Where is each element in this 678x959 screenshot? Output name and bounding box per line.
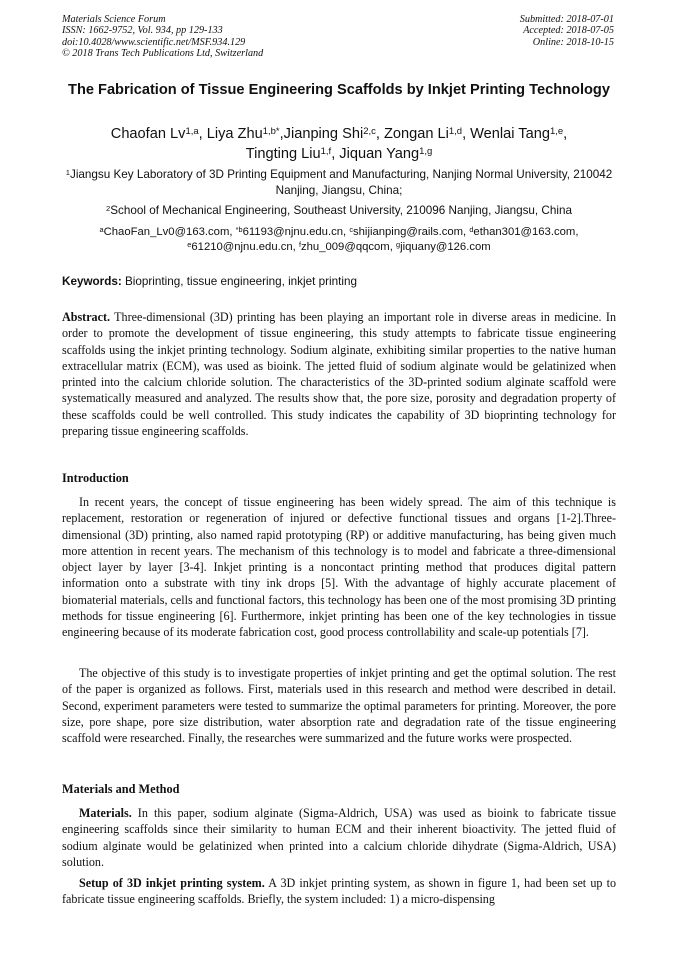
author-sep: ,	[563, 126, 568, 142]
date-accepted: Accepted: 2018-07-05	[523, 25, 614, 37]
author-name: Zongan Li	[383, 126, 449, 142]
author-name: Jianping Shi	[283, 126, 364, 142]
author-sep: ,	[462, 126, 471, 142]
email-sup: c	[349, 224, 353, 234]
email-sup: f	[298, 239, 301, 249]
affiliation-text: Jiangsu Key Laboratory of 3D Printing Equipment and Manufacturing, Nanjing Normal University, 210042 Nanjing, Jiangsu, China;	[69, 168, 613, 197]
author-sup: 1,d	[448, 125, 463, 137]
email-sup: e	[187, 239, 192, 249]
keywords-line	[62, 274, 616, 290]
author-sep: ,	[279, 126, 284, 142]
methods-heading: Materials and Method	[62, 782, 180, 796]
affiliation-number: 1	[65, 167, 70, 177]
email-address: ethan301@163.com,	[473, 226, 579, 238]
email-sup: d	[469, 224, 474, 234]
author-7	[339, 146, 432, 162]
email-sup: g	[396, 239, 401, 249]
affiliation-number: 2	[106, 203, 111, 213]
author-1	[111, 126, 207, 142]
email-address: jiquany@126.com	[400, 241, 491, 253]
keywords-label: Keywords:	[62, 275, 122, 288]
author-list	[62, 124, 616, 164]
author-sup: 1,e	[549, 125, 564, 137]
paper-title: The Fabrication of Tissue Engineering Scaffolds by Inkjet Printing Technology	[68, 82, 610, 98]
author-6	[246, 146, 340, 162]
email-address: 61193@njnu.edu.cn,	[242, 226, 350, 238]
introduction-paragraph-1: In recent years, the concept of tissue engineering has been widely spread. The aim of this technique is replacement, restoration or regeneration of injured or defective functional tissues and organs [1-2].Three-dimensional (3D) printing, also named rapid prototyping (RP) or additive manufacturing, has being given much more attention in recent years. The mechanism of this technology is to model and fabricate a three-dimensional object layer by layer [3-4]. Inkjet printing is a noncontact printing method that produces digital pattern information onto a substrate with tiny ink drops [5]. With the advantage of highly accurate placement of biomaterial materials, cells and functional factors, this technology has been one of the most promising 3D printing methods for tissue engineering [6]. Furthermore, inkjet printing has been one of the key technologies in tissue engineering because of its moderate fabrication cost, good process controllability and scale-up potentials [7].	[62, 495, 616, 640]
email-address: 61210@njnu.edu.cn,	[191, 241, 299, 253]
keywords-text: Bioprinting, tissue engineering, inkjet printing	[121, 275, 357, 288]
journal-doi: doi:10.4028/www.scientific.net/MSF.934.129	[62, 36, 246, 48]
affiliation-1	[62, 167, 616, 199]
author-name: Chaofan Lv	[110, 126, 186, 142]
author-name: Liya Zhu	[206, 126, 263, 142]
abstract	[62, 309, 616, 439]
author-name: Wenlai Tang	[470, 126, 550, 142]
materials-label: Materials.	[79, 806, 132, 820]
author-sep: ,	[375, 126, 384, 142]
abstract-text: Three-dimensional (3D) printing has been playing an important role in diverse areas in medicine. In order to promote the development of tissue engineering, this study attempts to fabricate tissue engineering scaffolds using the inkjet printing technology. Sodium alginate, exhibiting similar properties to the native human extracellular matrix (ECM), was used as bioink. The jetted fluid of sodium alginate would be gelatinized when printed into the calcium chloride solution. The characteristics of the 3D-printed sodium alginate scaffold were systematically measured and analyzed. The results show that, the pore size, porosity and degradation property of these scaffolds could be well controlled. This study indicates the capability of 3D bioprinting technology for preparing tissue engineering scaffolds.	[62, 310, 616, 439]
author-sep: ,	[198, 126, 207, 142]
author-sup: 1,b*	[262, 125, 280, 137]
author-3	[284, 126, 384, 142]
email-sup: a	[99, 224, 104, 234]
email-address: shijianping@rails.com,	[353, 226, 470, 238]
email-sup: *b	[235, 224, 243, 234]
author-sup: 1,g	[419, 145, 433, 157]
setup-label: Setup of 3D inkjet printing system.	[79, 876, 265, 890]
author-5	[470, 126, 567, 142]
journal-name: Materials Science Forum	[62, 14, 166, 25]
materials-paragraph	[62, 805, 616, 870]
affiliation-2	[62, 203, 616, 219]
author-name: Tingting Liu	[245, 146, 321, 162]
introduction-paragraph-2: The objective of this study is to investigate properties of inkjet printing and get the optimal solution. The rest of the paper is organized as follows. First, materials used in this research and method were described in detail. Second, experiment parameters were tested to summarize the optimal parameters for printing. Moreover, the pore size, pore shape, pore size distribution, water absorption rate and degradation rate of the tissue engineering scaffold were researched. Finally, the researches were summarized and the future works were prospected.	[62, 666, 616, 746]
affiliation-text: School of Mechanical Engineering, Southeast University, 210096 Nanjing, Jiangsu, China	[110, 204, 572, 217]
author-name: Jiquan Yang	[339, 146, 420, 162]
introduction-heading: Introduction	[62, 471, 129, 485]
setup-text: A 3D inkjet printing system, as shown in figure 1, had been set up to fabricate tissue engineering scaffolds. Briefly, the system included: 1) a micro-dispensing	[62, 876, 616, 907]
author-sup: 2,c	[363, 125, 376, 137]
date-online: Online: 2018-10-15	[532, 36, 614, 48]
journal-copyright: © 2018 Trans Tech Publications Ltd, Switzerland	[62, 48, 264, 60]
publication-dates	[520, 14, 614, 48]
abstract-label: Abstract.	[62, 310, 111, 324]
email-address: zhu_009@qqcom,	[301, 241, 396, 253]
author-4	[384, 126, 470, 142]
author-sup: 1,a	[185, 125, 199, 137]
setup-paragraph	[62, 875, 616, 908]
author-sep: ,	[331, 146, 340, 162]
materials-text: In this paper, sodium alginate (Sigma-Aldrich, USA) was used as bioink to fabricate tissue engineering scaffolds since their similarity to human ECM and their inherent bioactivity. The jetted fluid of sodium alginate would be gelatinized when printed into a calcium chloride dihydrate (Sigma-Aldrich, USA) solution.	[62, 806, 616, 869]
author-2	[207, 126, 284, 142]
journal-issn: ISSN: 1662-9752, Vol. 934, pp 129-133	[62, 25, 223, 37]
journal-header	[62, 14, 263, 60]
author-sup: 1,f	[320, 145, 332, 157]
date-submitted: Submitted: 2018-07-01	[519, 14, 614, 25]
email-address: ChaoFan_Lv0@163.com,	[103, 226, 236, 238]
author-emails	[62, 225, 616, 255]
